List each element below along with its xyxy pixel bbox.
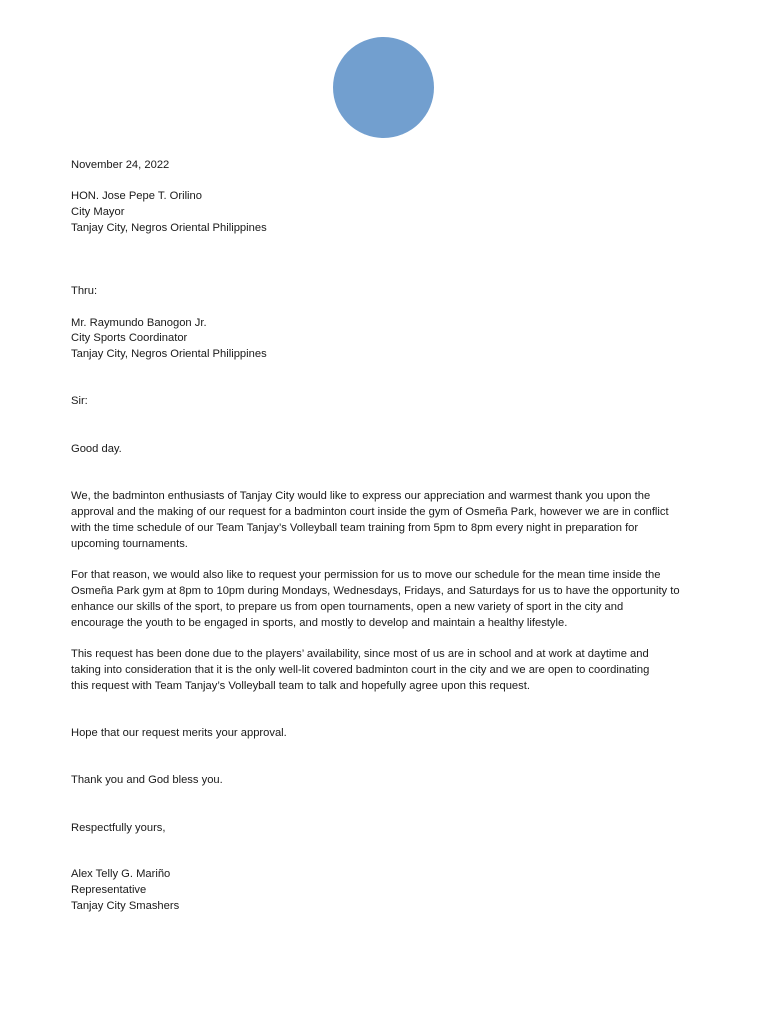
paragraph-line: encourage the youth to be engaged in sports, and mostly to develop and maintain a healthy lifestyle. [71, 617, 568, 629]
recipient-title: City Mayor [71, 206, 125, 218]
paragraph-line: We, the badminton enthusiasts of Tanjay City would like to express our appreciation and warmest thank you upon the [71, 490, 651, 502]
paragraph-line: upcoming tournaments. [71, 538, 188, 550]
greeting: Good day. [71, 443, 122, 455]
signatory-title: Representative [71, 884, 147, 896]
thru-label: Thru: [71, 285, 98, 297]
paragraph-line: approval and the making of our request for a badminton court inside the gym of Osmeña Park, however we are in conflict [71, 506, 669, 518]
signatory-name: Alex Telly G. Mariño [71, 868, 171, 880]
paragraph-line: taking into consideration that it is the only well-lit covered badminton court in the city and we are open to coordinating [71, 664, 650, 676]
body-paragraph-1 [71, 488, 697, 552]
logo-circle [333, 37, 434, 138]
paragraph-line: enhance our skills of the sport, to prepare us from open tournaments, open a new variety of sport in the city and [71, 601, 624, 613]
closing-hope: Hope that our request merits your approval. [71, 727, 287, 739]
letter-date: November 24, 2022 [71, 159, 170, 171]
recipient-address: Tanjay City, Negros Oriental Philippines [71, 222, 267, 234]
thru-name: Mr. Raymundo Banogon Jr. [71, 317, 207, 329]
thru-address: Tanjay City, Negros Oriental Philippines [71, 348, 267, 360]
paragraph-line: Osmeña Park gym at 8pm to 10pm during Mondays, Wednesdays, Fridays, and Saturdays for us to have the opportunity to [71, 585, 680, 597]
thru-title: City Sports Coordinator [71, 332, 188, 344]
signatory-organization: Tanjay City Smashers [71, 900, 180, 912]
paragraph-line: with the time schedule of our Team Tanjay’s Volleyball team training from 5pm to 8pm every night in preparation for [71, 522, 639, 534]
body-paragraph-2 [71, 567, 697, 631]
recipient-name: HON. Jose Pepe T. Orilino [71, 190, 202, 202]
paragraph-line: This request has been done due to the players’ availability, since most of us are in school and at work at daytime and [71, 648, 649, 660]
paragraph-line: For that reason, we would also like to request your permission for us to move our schedule for the mean time inside the [71, 569, 661, 581]
paragraph-line: this request with Team Tanjay’s Volleyball team to talk and hopefully agree upon this request. [71, 680, 530, 692]
body-paragraph-3 [71, 646, 697, 694]
salutation: Sir: [71, 395, 88, 407]
complimentary-close: Respectfully yours, [71, 822, 166, 834]
closing-thanks: Thank you and God bless you. [71, 774, 223, 786]
